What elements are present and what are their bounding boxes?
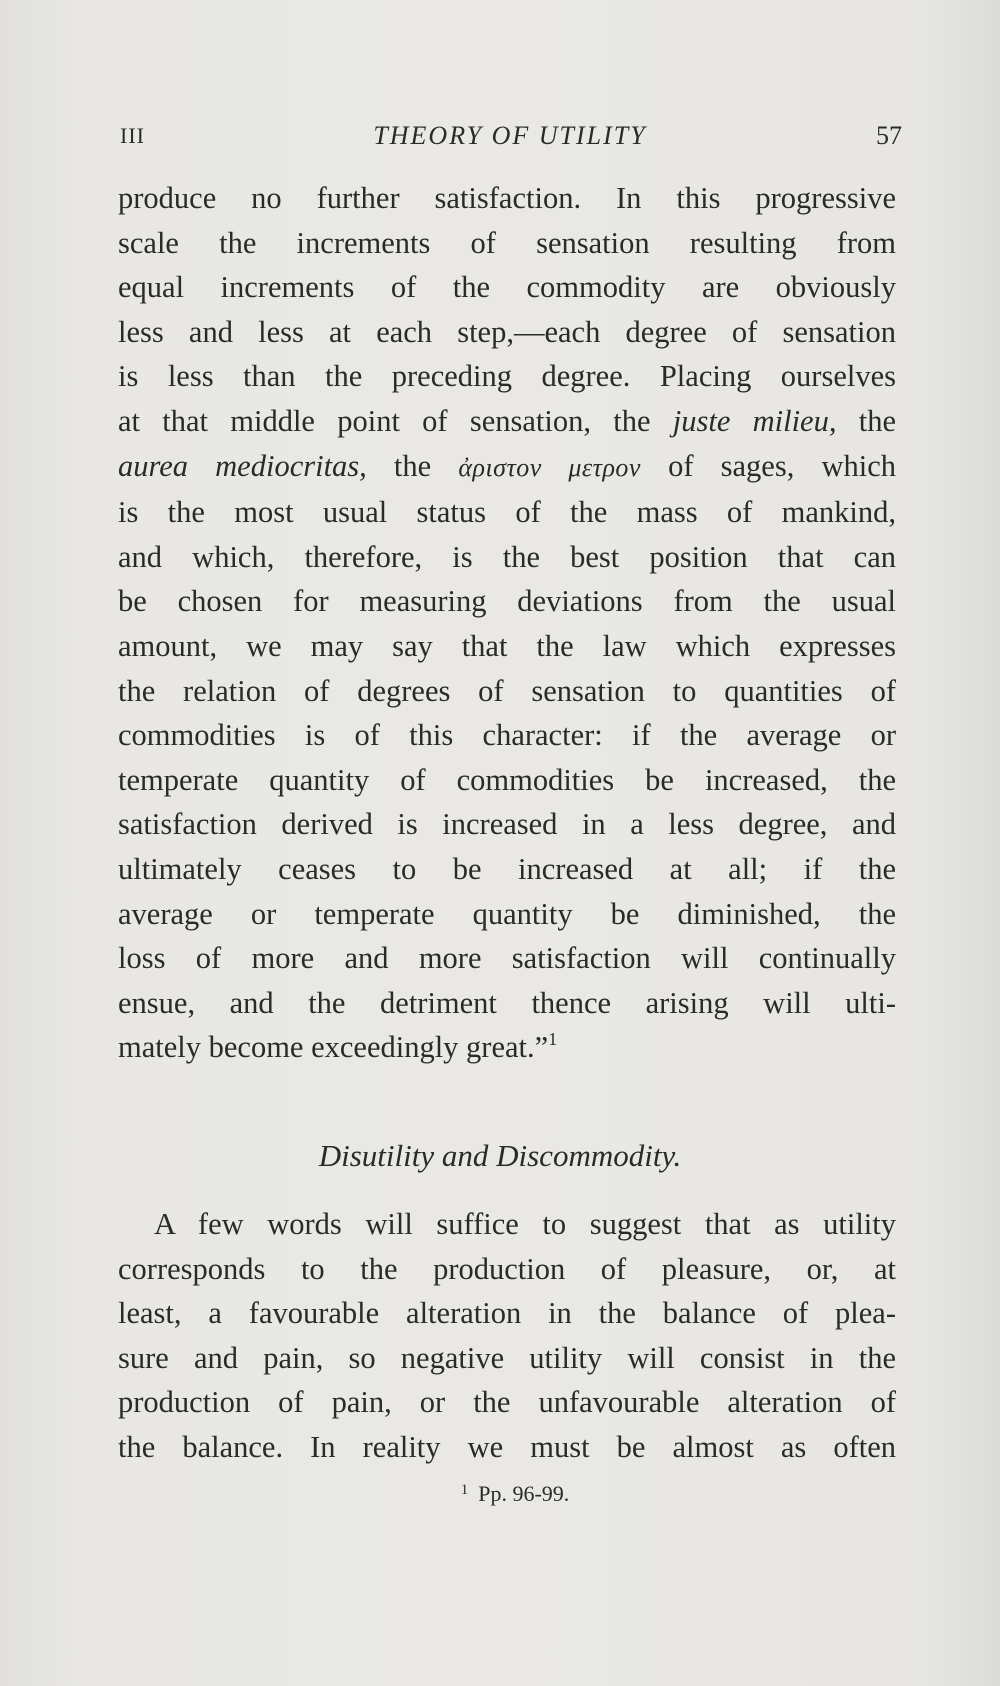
text-line: produce no further satisfaction. In this progressive xyxy=(118,181,896,215)
text-line: least, a favourable alteration in the balance of plea- xyxy=(118,1296,896,1331)
chapter-number: III xyxy=(120,123,145,148)
text-span: at that middle point of sensation, the xyxy=(118,403,673,438)
text-line: amount, we may say that the law which expresses xyxy=(118,628,896,663)
text-line: the relation of degrees of sensation to quantities of xyxy=(118,673,896,708)
text-line: the balance. In reality we must be almost as often xyxy=(118,1429,896,1464)
text-line: commodities is of this character: if the average or xyxy=(118,718,896,753)
text-line xyxy=(118,1025,896,1070)
paragraph-continued xyxy=(118,176,896,1070)
text-line: equal increments of the commodity are obviously xyxy=(118,270,896,305)
italic-phrase-aurea-mediocritas: aurea mediocritas, xyxy=(118,448,367,483)
text-line: satisfaction derived is increased in a less degree, and xyxy=(118,807,896,842)
text-line: scale the increments of sensation resulting from xyxy=(118,225,896,260)
text-line: corresponds to the production of pleasure, or, at xyxy=(118,1251,896,1286)
text-span: of sages, which xyxy=(640,448,897,483)
footnote-text: Pp. 96-99. xyxy=(478,1481,570,1506)
text-line: is less than the preceding degree. Placing ourselves xyxy=(118,359,896,394)
text-line xyxy=(118,444,896,491)
running-title: THEORY OF UTILITY xyxy=(373,121,647,150)
text-line: be chosen for measuring deviations from the usual xyxy=(118,584,896,619)
text-line: sure and pain, so negative utility will consist in the xyxy=(118,1340,896,1375)
text-line: and which, therefore, is the best position that can xyxy=(118,539,896,574)
italic-phrase-juste-milieu: juste milieu, xyxy=(672,403,837,438)
text-span: the xyxy=(366,448,459,483)
text-line: ultimately ceases to be increased at all; if the xyxy=(118,851,896,886)
section-heading: Disutility and Discommodity. xyxy=(318,1138,682,1173)
text-span: mately become exceedingly great.” xyxy=(118,1030,549,1065)
text-line: average or temperate quantity be diminished, the xyxy=(118,896,896,931)
page-number: 57 xyxy=(876,121,902,150)
greek-phrase: ἀριστον μετρον xyxy=(458,452,641,482)
text-line: temperate quantity of commodities be increased, the xyxy=(118,762,896,797)
footnote xyxy=(0,1478,1000,1510)
text-line: production of pain, or the unfavourable alteration of xyxy=(118,1385,896,1420)
footnote-marker: 1 xyxy=(460,1482,469,1498)
text-span: the xyxy=(836,403,897,438)
paragraph xyxy=(118,1202,896,1470)
running-header xyxy=(118,118,902,154)
text-line: is the most usual status of the mass of mankind, xyxy=(118,495,896,530)
text-line: ensue, and the detriment thence arising will ulti- xyxy=(118,985,896,1020)
text-line: loss of more and more satisfaction will continually xyxy=(118,941,896,976)
text-line: less and less at each step,—each degree of sensation xyxy=(118,314,896,349)
text-line xyxy=(118,399,896,444)
footnote-reference: 1 xyxy=(548,1029,558,1050)
text-line: A few words will suffice to suggest that as utility xyxy=(154,1207,896,1241)
